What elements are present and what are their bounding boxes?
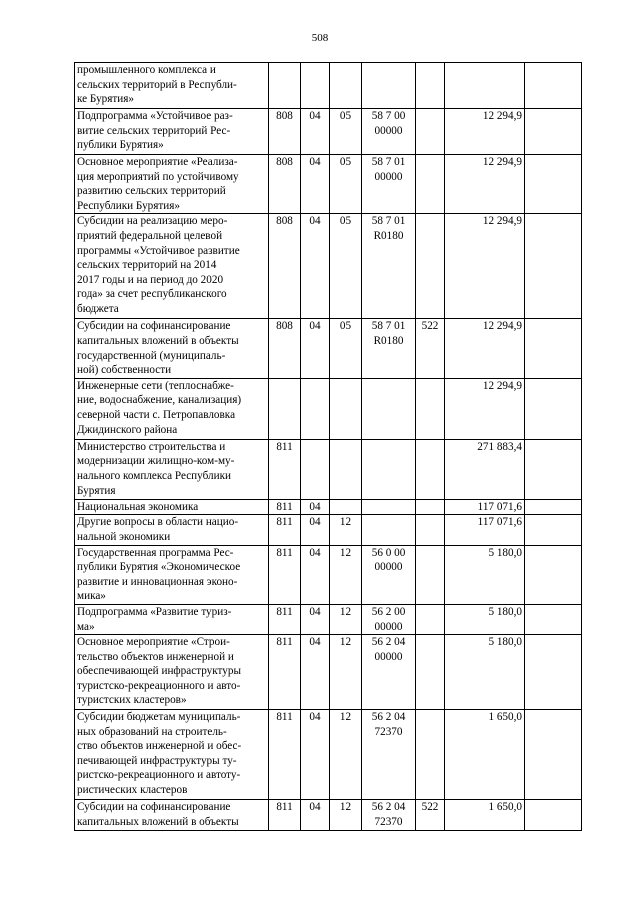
table-row (75, 378, 582, 439)
row-grbs-cell (269, 378, 301, 439)
table-row (75, 710, 582, 800)
row-expense-type-cell (416, 109, 445, 155)
row-grbs-cell: 811 (269, 439, 301, 499)
row-blank-cell (525, 155, 582, 214)
row-amount-cell: 12 294,9 (445, 109, 525, 155)
row-grbs-cell: 811 (269, 604, 301, 634)
row-grbs-cell: 811 (269, 499, 301, 515)
row-expense-type-cell (416, 439, 445, 499)
row-subsection-cell (330, 63, 362, 109)
row-grbs-cell: 811 (269, 800, 301, 831)
row-section-cell: 04 (301, 319, 330, 378)
row-target-article-cell (362, 378, 416, 439)
row-section-cell: 04 (301, 499, 330, 515)
row-blank-cell (525, 604, 582, 634)
row-name-cell: Другие вопросы в области нацио- нальной экономики (75, 515, 269, 545)
row-amount-cell: 12 294,9 (445, 319, 525, 378)
row-target-article-cell: 58 7 01 R0180 (362, 214, 416, 319)
row-grbs-cell: 808 (269, 214, 301, 319)
row-name-cell: Государственная программа Рес- публики Бурятия «Экономическое развитие и инновационная эконо- мика» (75, 545, 269, 604)
row-section-cell (301, 439, 330, 499)
row-target-article-cell: 58 7 01 R0180 (362, 319, 416, 378)
row-section-cell: 04 (301, 155, 330, 214)
row-amount-cell: 117 071,6 (445, 499, 525, 515)
row-blank-cell (525, 439, 582, 499)
row-amount-cell: 1 650,0 (445, 710, 525, 800)
row-expense-type-cell (416, 63, 445, 109)
row-section-cell: 04 (301, 214, 330, 319)
row-target-article-cell: 58 7 01 00000 (362, 155, 416, 214)
row-section-cell (301, 378, 330, 439)
table-row (75, 635, 582, 710)
row-subsection-cell: 05 (330, 214, 362, 319)
row-amount-cell: 5 180,0 (445, 545, 525, 604)
row-blank-cell (525, 214, 582, 319)
row-expense-type-cell (416, 604, 445, 634)
row-blank-cell (525, 710, 582, 800)
row-grbs-cell (269, 63, 301, 109)
table-row (75, 604, 582, 634)
row-grbs-cell: 811 (269, 545, 301, 604)
row-name-cell: промышленного комплекса и сельских территорий в Республи- ке Бурятия» (75, 63, 269, 109)
row-expense-type-cell (416, 499, 445, 515)
table-row (75, 800, 582, 831)
row-expense-type-cell: 522 (416, 319, 445, 378)
row-name-cell: Субсидии на софинансирование капитальных вложений в объекты государственной (муниципаль- ной) собственности (75, 319, 269, 378)
row-grbs-cell: 811 (269, 515, 301, 545)
table-row (75, 63, 582, 109)
row-target-article-cell: 56 0 00 00000 (362, 545, 416, 604)
row-section-cell: 04 (301, 604, 330, 634)
row-expense-type-cell (416, 710, 445, 800)
row-name-cell: Основное мероприятие «Реализа- ция мероприятий по устойчивому развитию сельских территорий Республики Бурятия» (75, 155, 269, 214)
row-amount-cell: 5 180,0 (445, 635, 525, 710)
table-row (75, 545, 582, 604)
row-subsection-cell: 12 (330, 800, 362, 831)
row-section-cell (301, 63, 330, 109)
row-target-article-cell (362, 63, 416, 109)
row-grbs-cell: 811 (269, 635, 301, 710)
row-name-cell: Субсидии на софинансирование капитальных вложений в объекты (75, 800, 269, 831)
table-row (75, 214, 582, 319)
row-section-cell: 04 (301, 635, 330, 710)
row-grbs-cell: 808 (269, 109, 301, 155)
row-section-cell: 04 (301, 109, 330, 155)
row-target-article-cell: 56 2 04 00000 (362, 635, 416, 710)
row-expense-type-cell (416, 214, 445, 319)
row-expense-type-cell (416, 545, 445, 604)
row-amount-cell: 12 294,9 (445, 214, 525, 319)
row-section-cell: 04 (301, 710, 330, 800)
row-expense-type-cell (416, 515, 445, 545)
row-subsection-cell (330, 378, 362, 439)
row-name-cell: Основное мероприятие «Строи- тельство объектов инженерной и обеспечивающей инфраструктуры туристско-рекреационного и авто- туристских кластеров» (75, 635, 269, 710)
row-target-article-cell: 56 2 04 72370 (362, 800, 416, 831)
row-section-cell: 04 (301, 515, 330, 545)
row-subsection-cell: 12 (330, 710, 362, 800)
row-subsection-cell (330, 499, 362, 515)
row-expense-type-cell (416, 378, 445, 439)
row-name-cell: Субсидии на реализацию меро- приятий федеральной целевой программы «Устойчивое развитие сельских территорий на 2014 2017 годы и на период до 2020 года» за счет республиканского бюджета (75, 214, 269, 319)
row-blank-cell (525, 63, 582, 109)
row-blank-cell (525, 515, 582, 545)
row-name-cell: Подпрограмма «Устойчивое раз- витие сельских территорий Рес- публики Бурятия» (75, 109, 269, 155)
row-blank-cell (525, 545, 582, 604)
row-subsection-cell: 12 (330, 515, 362, 545)
row-target-article-cell (362, 515, 416, 545)
row-target-article-cell: 56 2 04 72370 (362, 710, 416, 800)
row-amount-cell: 271 883,4 (445, 439, 525, 499)
row-expense-type-cell (416, 155, 445, 214)
row-subsection-cell (330, 439, 362, 499)
row-name-cell: Подпрограмма «Развитие туриз- ма» (75, 604, 269, 634)
row-blank-cell (525, 378, 582, 439)
row-target-article-cell (362, 439, 416, 499)
row-section-cell: 04 (301, 800, 330, 831)
row-amount-cell: 12 294,9 (445, 155, 525, 214)
row-blank-cell (525, 800, 582, 831)
row-target-article-cell (362, 499, 416, 515)
row-subsection-cell: 12 (330, 545, 362, 604)
row-subsection-cell: 12 (330, 635, 362, 710)
row-amount-cell (445, 63, 525, 109)
row-subsection-cell: 05 (330, 109, 362, 155)
table-row (75, 319, 582, 378)
row-name-cell: Министерство строительства и модернизации жилищно-ком-му- нального комплекса Республики Бурятия (75, 439, 269, 499)
row-amount-cell: 1 650,0 (445, 800, 525, 831)
row-expense-type-cell (416, 635, 445, 710)
budget-table-body (75, 63, 582, 831)
budget-table (74, 62, 582, 831)
row-blank-cell (525, 499, 582, 515)
row-expense-type-cell: 522 (416, 800, 445, 831)
page-number: 508 (311, 32, 329, 44)
row-target-article-cell: 56 2 00 00000 (362, 604, 416, 634)
table-row (75, 439, 582, 499)
row-blank-cell (525, 319, 582, 378)
row-name-cell: Национальная экономика (75, 499, 269, 515)
row-blank-cell (525, 109, 582, 155)
row-grbs-cell: 808 (269, 319, 301, 378)
row-section-cell: 04 (301, 545, 330, 604)
row-target-article-cell: 58 7 00 00000 (362, 109, 416, 155)
table-row (75, 109, 582, 155)
row-grbs-cell: 808 (269, 155, 301, 214)
table-row (75, 155, 582, 214)
table-row (75, 515, 582, 545)
row-name-cell: Субсидии бюджетам муниципаль- ных образований на строитель- ство объектов инженерной и обес- печивающей инфраструктуры ту- ристско-рекреационного и автоту- ристических кластеров (75, 710, 269, 800)
row-blank-cell (525, 635, 582, 710)
row-amount-cell: 12 294,9 (445, 378, 525, 439)
row-subsection-cell: 05 (330, 155, 362, 214)
table-row (75, 499, 582, 515)
row-subsection-cell: 05 (330, 319, 362, 378)
row-name-cell: Инженерные сети (теплоснабже- ние, водоснабжение, канализация) северной части с. Петропавловка Джидинского района (75, 378, 269, 439)
row-amount-cell: 117 071,6 (445, 515, 525, 545)
row-grbs-cell: 811 (269, 710, 301, 800)
row-subsection-cell: 12 (330, 604, 362, 634)
row-amount-cell: 5 180,0 (445, 604, 525, 634)
